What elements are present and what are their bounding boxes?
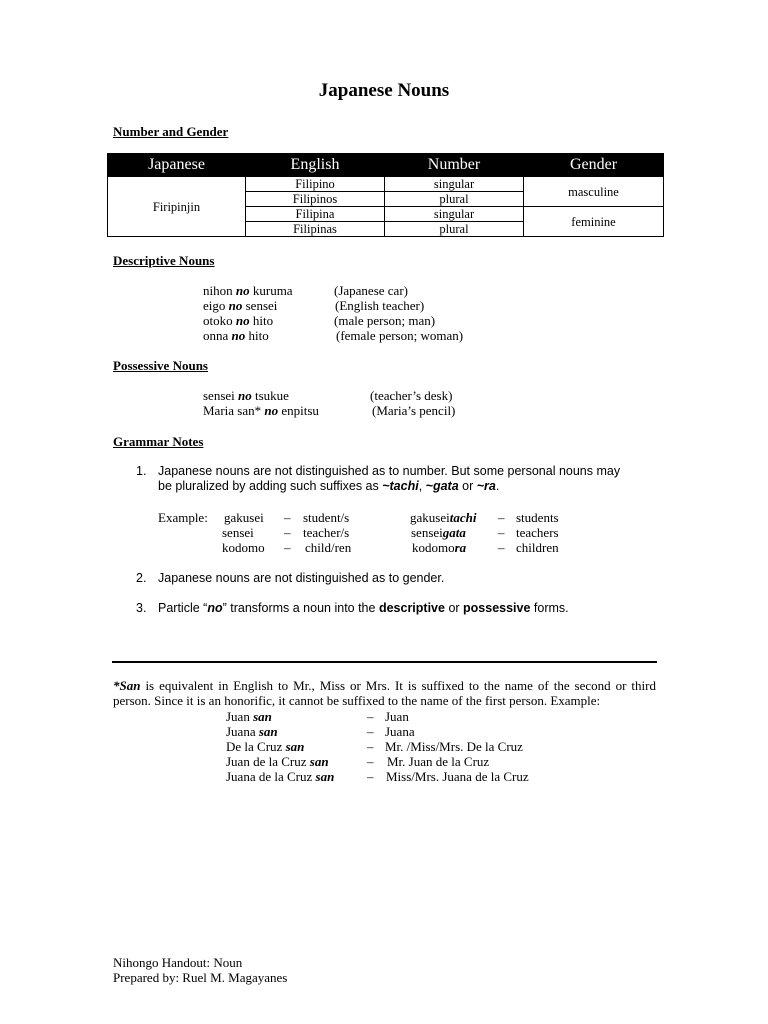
footnote-example-equivalent: Juan [385,709,409,724]
footnote-example-dash: – [367,724,374,739]
descriptive-phrase: eigo no sensei [203,298,278,313]
section-heading-possessive-nouns: Possessive Nouns [113,358,208,373]
possessive-gloss: (Maria’s pencil) [372,403,456,418]
example-plural-meaning: children [516,540,559,555]
example-plural: senseigata [411,525,466,540]
number-gender-table [107,153,664,237]
footnote-paragraph: *San is equivalent in English to Mr., Miss or Mrs. It is suffixed to the name of the second or third person. Since it is an honorific, it cannot be suffixed to the name of the first person. Example: [113,678,656,708]
page-title: Japanese Nouns [318,80,450,101]
possessive-gloss: (teacher’s desk) [370,388,453,403]
footnote-example-dash: – [367,739,374,754]
descriptive-gloss: (Japanese car) [334,283,408,298]
example-meaning: student/s [303,510,350,525]
example-word: sensei [222,525,254,540]
column-header: Japanese [108,154,246,177]
column-header: English [246,154,385,177]
english-cell: Filipina [246,207,385,222]
footnote-example-name: Juana de la Cruz san [226,769,335,784]
section-heading-number-gender: Number and Gender [113,124,229,139]
japanese-cell: Firipinjin [108,177,246,237]
grammar-note-1-line-1: Japanese nouns are not distinguished as to number. But some personal nouns may [158,464,621,478]
footer-title: Nihongo Handout: Noun [113,955,243,970]
english-cell: Filipinas [246,222,385,237]
footnote-example-equivalent: Mr. Juan de la Cruz [387,754,490,769]
example-plural: gakuseitachi [410,510,477,525]
example-label: Example: [158,510,208,525]
column-header: Number [385,154,524,177]
example-plural-meaning: teachers [516,525,559,540]
list-number: 1. [136,464,147,478]
table-row [108,177,664,192]
footnote-example-equivalent: Juana [385,724,415,739]
example-word: gakusei [224,510,264,525]
example-dash: – [284,525,291,540]
gender-cell: feminine [524,207,664,237]
example-dash: – [498,525,505,540]
example-plural-meaning: students [516,510,559,525]
number-cell: plural [385,192,524,207]
column-header: Gender [524,154,664,177]
descriptive-phrase: nihon no kuruma [203,283,293,298]
example-dash: – [284,510,291,525]
footnote-example-equivalent: Miss/Mrs. Juana de la Cruz [386,769,529,784]
section-heading-descriptive-nouns: Descriptive Nouns [113,253,215,268]
example-word: kodomo [222,540,265,555]
gender-cell: masculine [524,177,664,207]
descriptive-gloss: (English teacher) [335,298,425,313]
example-plural: kodomora [412,540,467,555]
descriptive-phrase: onna no hito [203,328,269,343]
english-cell: Filipino [246,177,385,192]
descriptive-gloss: (female person; woman) [336,328,464,343]
footnote-example-name: De la Cruz san [226,739,305,754]
possessive-phrase: sensei no tsukue [203,388,289,403]
example-meaning: teacher/s [303,525,350,540]
section-heading-grammar-notes: Grammar Notes [113,434,204,449]
grammar-note-1-line-2: be pluralized by adding such suffixes as ~tachi, ~gata or ~ra. [158,479,500,493]
example-meaning: child/ren [305,540,352,555]
list-number: 3. [136,601,147,615]
footnote-example-equivalent: Mr. /Miss/Mrs. De la Cruz [385,739,523,754]
footnote-example-dash: – [367,754,374,769]
example-dash: – [498,510,505,525]
footnote-example-name: Juan san [226,709,272,724]
example-dash: – [284,540,291,555]
table-header-row [108,154,664,177]
english-cell: Filipinos [246,192,385,207]
number-cell: singular [385,207,524,222]
descriptive-phrase: otoko no hito [203,313,274,328]
footnote-divider [112,661,657,663]
footnote-example-name: Juana san [226,724,278,739]
number-cell: singular [385,177,524,192]
footer-author: Prepared by: Ruel M. Magayanes [113,970,288,985]
example-dash: – [498,540,505,555]
grammar-note-3: Particle “no” transforms a noun into the descriptive or possessive forms. [158,601,569,615]
grammar-note-2: Japanese nouns are not distinguished as to gender. [158,571,445,585]
descriptive-gloss: (male person; man) [334,313,436,328]
footnote-example-dash: – [367,709,374,724]
footnote-example-dash: – [367,769,374,784]
number-cell: plural [385,222,524,237]
list-number: 2. [136,571,147,585]
possessive-phrase: Maria san* no enpitsu [203,403,319,418]
footnote-example-name: Juan de la Cruz san [226,754,329,769]
